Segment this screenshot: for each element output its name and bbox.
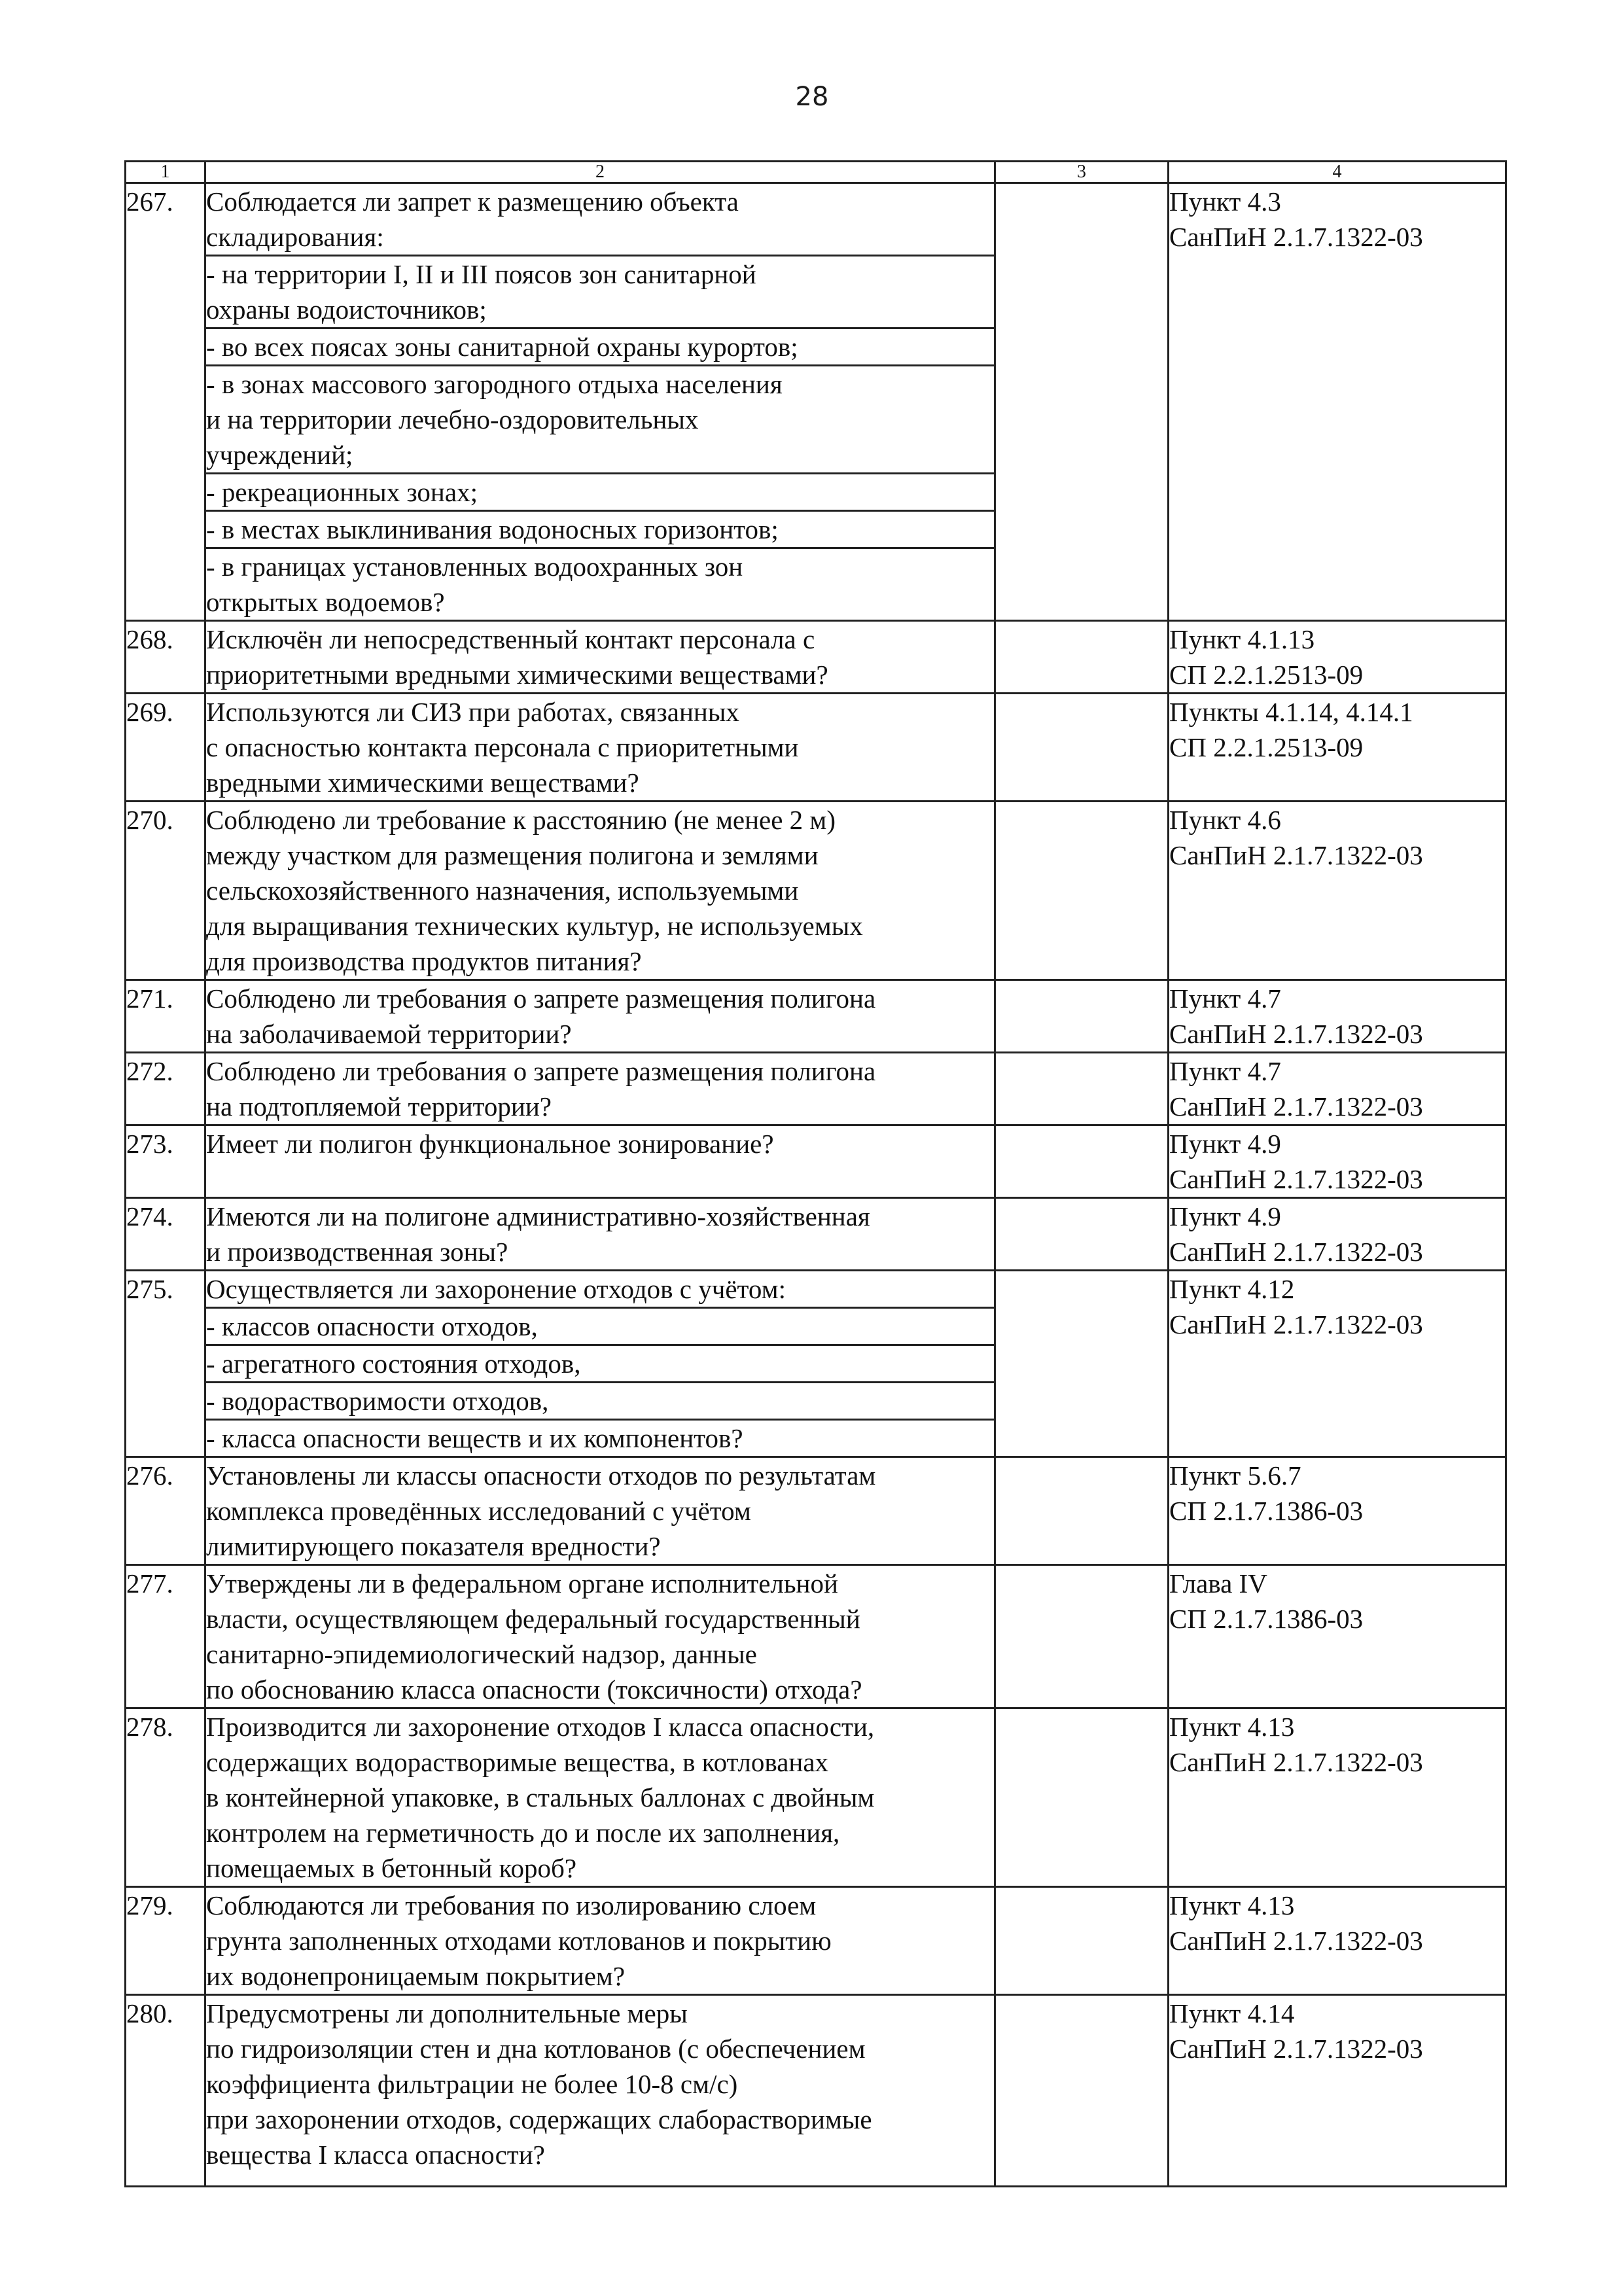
column-header-4: 4 <box>1169 162 1506 183</box>
reference-line: Пункт 4.7 <box>1169 1056 1281 1086</box>
question-line: Утверждены ли в федеральном органе исполнительной <box>206 1568 838 1598</box>
row-number: 273. <box>126 1125 205 1198</box>
question-cell <box>205 980 995 1053</box>
reference-line: Пункт 4.9 <box>1169 1129 1281 1159</box>
sub-item-line: - в местах выклинивания водоносных горизонтов; <box>206 514 779 544</box>
answer-cell <box>995 1887 1169 1995</box>
sub-item <box>205 548 995 621</box>
sub-item <box>205 366 995 474</box>
reference-cell <box>1169 1271 1506 1457</box>
question-line: лимитирующего показателя вредности? <box>206 1531 661 1561</box>
reference-cell <box>1169 1198 1506 1271</box>
question-line: Соблюдается ли запрет к размещению объекта <box>206 186 739 217</box>
column-header-1: 1 <box>126 162 205 183</box>
sub-item-line: - на территории I, II и III поясов зон санитарной <box>206 259 756 289</box>
sub-item-line: - водорастворимости отходов, <box>206 1386 549 1416</box>
sub-item-line: - агрегатного состояния отходов, <box>206 1349 581 1379</box>
reference-line: СанПиН 2.1.7.1322-03 <box>1169 1747 1423 1777</box>
question-line: на подтопляемой территории? <box>206 1091 552 1122</box>
reference-line: СанПиН 2.1.7.1322-03 <box>1169 840 1423 870</box>
row-number: 276. <box>126 1457 205 1565</box>
question-line: в контейнерной упаковке, в стальных баллонах с двойным <box>206 1782 875 1812</box>
question-cell <box>205 1271 995 1308</box>
question-line: содержащих водорастворимые вещества, в котлованах <box>206 1747 829 1777</box>
reference-cell <box>1169 1125 1506 1198</box>
reference-cell <box>1169 183 1506 621</box>
question-cell <box>205 1708 995 1887</box>
question-line: складирования: <box>206 222 384 252</box>
sub-item-line: - классов опасности отходов, <box>206 1311 538 1341</box>
question-cell <box>205 1565 995 1708</box>
reference-line: Пункт 4.6 <box>1169 805 1281 835</box>
question-line: приоритетными вредными химическими веществами? <box>206 660 828 690</box>
question-cell <box>205 694 995 802</box>
sub-item <box>205 474 995 511</box>
table-row <box>126 1125 1506 1198</box>
reference-cell <box>1169 802 1506 980</box>
table-row <box>126 1887 1506 1995</box>
table-row <box>126 802 1506 980</box>
reference-line: СП 2.2.1.2513-09 <box>1169 660 1364 690</box>
question-cell <box>205 1125 995 1198</box>
reference-line: Пункт 4.13 <box>1169 1712 1295 1742</box>
sub-item <box>205 1345 995 1383</box>
reference-cell <box>1169 1995 1506 2187</box>
table-row <box>126 1457 1506 1565</box>
question-line: Производится ли захоронение отходов I класса опасности, <box>206 1712 875 1742</box>
reference-cell <box>1169 1887 1506 1995</box>
question-cell <box>205 1887 995 1995</box>
column-header-row <box>126 162 1506 183</box>
question-line: грунта заполненных отходами котлованов и покрытию <box>206 1926 832 1956</box>
question-line: контролем на герметичность до и после их заполнения, <box>206 1818 840 1848</box>
question-line: Осуществляется ли захоронение отходов с учётом: <box>206 1274 786 1304</box>
question-line: комплекса проведённых исследований с учётом <box>206 1496 751 1526</box>
reference-line: Пункт 4.3 <box>1169 186 1281 217</box>
table-row <box>126 1053 1506 1125</box>
sub-item <box>205 1308 995 1345</box>
question-line: вредными химическими веществами? <box>206 768 639 798</box>
table-row <box>126 1708 1506 1887</box>
question-line: помещаемых в бетонный короб? <box>206 1853 577 1883</box>
table-row <box>126 1995 1506 2187</box>
reference-cell <box>1169 1053 1506 1125</box>
question-line: Используются ли СИЗ при работах, связанных <box>206 697 739 727</box>
checklist-table <box>124 160 1507 2187</box>
answer-cell <box>995 1565 1169 1708</box>
question-line: власти, осуществляющем федеральный государственный <box>206 1604 860 1634</box>
reference-line: СанПиН 2.1.7.1322-03 <box>1169 2034 1423 2064</box>
reference-line: СанПиН 2.1.7.1322-03 <box>1169 1091 1423 1122</box>
reference-line: Пункт 4.7 <box>1169 983 1281 1014</box>
row-number: 279. <box>126 1887 205 1995</box>
reference-cell <box>1169 980 1506 1053</box>
reference-cell <box>1169 1708 1506 1887</box>
question-line: для выращивания технических культур, не используемых <box>206 911 863 941</box>
answer-cell <box>995 1457 1169 1565</box>
question-line: Имеет ли полигон функциональное зонирование? <box>206 1129 774 1159</box>
page-number: 28 <box>795 82 829 112</box>
row-number: 271. <box>126 980 205 1053</box>
reference-line: Пункт 4.12 <box>1169 1274 1295 1304</box>
question-cell <box>205 802 995 980</box>
answer-cell <box>995 1198 1169 1271</box>
reference-line: СП 2.1.7.1386-03 <box>1169 1604 1364 1634</box>
reference-cell <box>1169 1565 1506 1708</box>
sub-item-line: - рекреационных зонах; <box>206 477 478 507</box>
question-line: Соблюдено ли требование к расстоянию (не менее 2 м) <box>206 805 836 835</box>
table-row <box>126 183 1506 256</box>
reference-line: СанПиН 2.1.7.1322-03 <box>1169 1926 1423 1956</box>
reference-line: СП 2.1.7.1386-03 <box>1169 1496 1364 1526</box>
question-cell <box>205 1198 995 1271</box>
answer-cell <box>995 621 1169 694</box>
reference-line: СанПиН 2.1.7.1322-03 <box>1169 1019 1423 1049</box>
reference-cell <box>1169 694 1506 802</box>
answer-cell <box>995 802 1169 980</box>
table-row <box>126 621 1506 694</box>
answer-cell <box>995 1125 1169 1198</box>
question-line: по гидроизоляции стен и дна котлованов (с обеспечением <box>206 2034 866 2064</box>
column-header-2: 2 <box>205 162 995 183</box>
sub-item <box>205 1383 995 1420</box>
question-cell <box>205 183 995 256</box>
answer-cell <box>995 1995 1169 2187</box>
reference-line: Глава IV <box>1169 1568 1267 1598</box>
answer-cell <box>995 183 1169 621</box>
reference-line: Пункт 5.6.7 <box>1169 1460 1301 1491</box>
reference-line: Пункт 4.14 <box>1169 1998 1295 2028</box>
table-row <box>126 1198 1506 1271</box>
question-line: для производства продуктов питания? <box>206 946 642 976</box>
table-row <box>126 1565 1506 1708</box>
reference-line: Пункт 4.13 <box>1169 1890 1295 1920</box>
question-cell <box>205 1995 995 2187</box>
column-header-3: 3 <box>995 162 1169 183</box>
reference-line: СанПиН 2.1.7.1322-03 <box>1169 222 1423 252</box>
row-number: 277. <box>126 1565 205 1708</box>
reference-line: СанПиН 2.1.7.1322-03 <box>1169 1237 1423 1267</box>
sub-item-line: - класса опасности веществ и их компонентов? <box>206 1423 743 1453</box>
question-line: коэффициента фильтрации не более 10-8 см/с) <box>206 2069 738 2099</box>
reference-line: СанПиН 2.1.7.1322-03 <box>1169 1164 1423 1194</box>
question-line: вещества I класса опасности? <box>206 2140 545 2170</box>
question-line: Исключён ли непосредственный контакт персонала с <box>206 624 815 654</box>
question-line: с опасностью контакта персонала с приоритетными <box>206 732 799 762</box>
sub-item <box>205 511 995 548</box>
row-number: 269. <box>126 694 205 802</box>
question-line: по обоснованию класса опасности (токсичности) отхода? <box>206 1674 862 1704</box>
answer-cell <box>995 1053 1169 1125</box>
sub-item-line: учреждений; <box>206 440 353 470</box>
sub-item-line: - в зонах массового загородного отдыха населения <box>206 369 783 399</box>
row-number: 274. <box>126 1198 205 1271</box>
sub-item-line: - во всех поясах зоны санитарной охраны курортов; <box>206 332 798 362</box>
answer-cell <box>995 1708 1169 1887</box>
question-line: Соблюдено ли требования о запрете размещения полигона <box>206 983 876 1014</box>
question-line: Предусмотрены ли дополнительные меры <box>206 1998 688 2028</box>
question-line: на заболачиваемой территории? <box>206 1019 572 1049</box>
sub-item-line: охраны водоисточников; <box>206 294 487 325</box>
sub-item-line: - в границах установленных водоохранных зон <box>206 552 743 582</box>
question-cell <box>205 621 995 694</box>
sub-item <box>205 256 995 328</box>
reference-line: СанПиН 2.1.7.1322-03 <box>1169 1309 1423 1339</box>
question-cell <box>205 1457 995 1565</box>
answer-cell <box>995 980 1169 1053</box>
sub-item <box>205 328 995 366</box>
sub-item <box>205 1420 995 1457</box>
row-number: 280. <box>126 1995 205 2187</box>
reference-line: Пункт 4.1.13 <box>1169 624 1315 654</box>
question-line: и производственная зоны? <box>206 1237 508 1267</box>
question-line: их водонепроницаемым покрытием? <box>206 1961 626 1991</box>
sub-item-line: и на территории лечебно-оздоровительных <box>206 404 699 434</box>
question-line: между участком для размещения полигона и землями <box>206 840 819 870</box>
question-cell <box>205 1053 995 1125</box>
question-line: Соблюдено ли требования о запрете размещения полигона <box>206 1056 876 1086</box>
question-line: сельскохозяйственного назначения, используемыми <box>206 875 799 906</box>
row-number: 270. <box>126 802 205 980</box>
row-number: 275. <box>126 1271 205 1457</box>
question-line: при захоронении отходов, содержащих слаборастворимые <box>206 2104 872 2134</box>
row-number: 267. <box>126 183 205 621</box>
table-row <box>126 694 1506 802</box>
row-number: 278. <box>126 1708 205 1887</box>
question-line: Установлены ли классы опасности отходов по результатам <box>206 1460 876 1491</box>
table-row <box>126 980 1506 1053</box>
reference-line: Пункт 4.9 <box>1169 1201 1281 1231</box>
reference-line: Пункты 4.1.14, 4.14.1 <box>1169 697 1413 727</box>
question-line: санитарно-эпидемиологический надзор, данные <box>206 1639 757 1669</box>
row-number: 272. <box>126 1053 205 1125</box>
question-line: Имеются ли на полигоне административно-хозяйственная <box>206 1201 870 1231</box>
reference-line: СП 2.2.1.2513-09 <box>1169 732 1364 762</box>
reference-cell <box>1169 1457 1506 1565</box>
reference-cell <box>1169 621 1506 694</box>
sub-item-line: открытых водоемов? <box>206 587 445 617</box>
answer-cell <box>995 1271 1169 1457</box>
row-number: 268. <box>126 621 205 694</box>
table-row <box>126 1271 1506 1308</box>
question-line: Соблюдаются ли требования по изолированию слоем <box>206 1890 817 1920</box>
answer-cell <box>995 694 1169 802</box>
